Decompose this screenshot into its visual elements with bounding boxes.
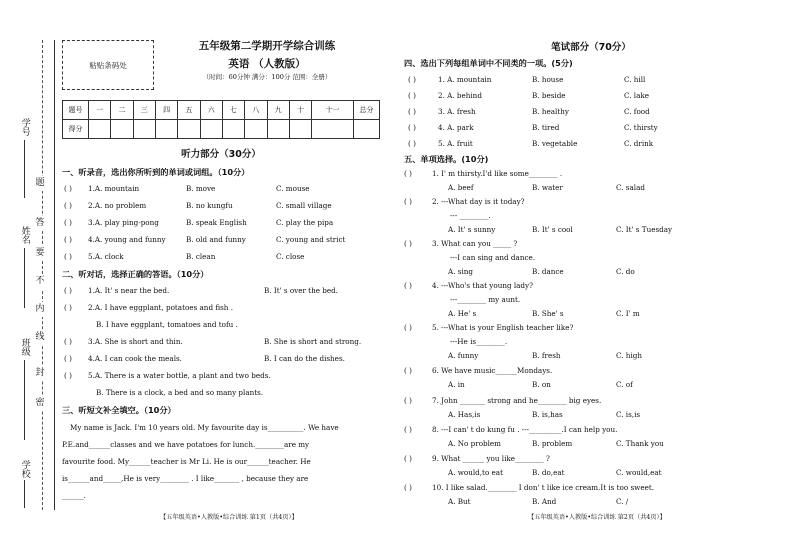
- score-cell: 二: [111, 101, 133, 120]
- score-input-cell[interactable]: [312, 120, 354, 139]
- writing-heading: 笔试部分（70分）: [551, 42, 631, 53]
- s5-q7-paren[interactable]: ( ): [404, 396, 412, 405]
- s1-q4-b: B. old and funny: [186, 235, 246, 244]
- s5-q7-c: C. is,is: [616, 410, 641, 419]
- s5-q10-stem: 10. I like salad.________ I don' t like ice cream.It is too sweet.: [432, 483, 655, 492]
- score-cell: 一: [89, 101, 111, 120]
- s5-q3-response: ---I can sing and dance.: [450, 253, 536, 262]
- s5-q10-b: B. And: [532, 497, 557, 506]
- s5-q8-a: A. No problem: [448, 439, 501, 448]
- score-input-cell[interactable]: [267, 120, 289, 139]
- s2-q3-paren[interactable]: ( ): [64, 337, 72, 346]
- s5-q10-a: A. But: [448, 497, 471, 506]
- s5-q1-b: B. water: [532, 183, 563, 192]
- s5-q1-paren[interactable]: ( ): [404, 169, 412, 178]
- s4-q1-paren[interactable]: ( ): [408, 75, 416, 84]
- s1-q4-paren[interactable]: ( ): [64, 235, 72, 244]
- s1-q3-b: B. speak English: [186, 218, 247, 227]
- s1-q2-a: 2.A. no problem: [88, 201, 147, 210]
- s5-q3-c: C. do: [616, 267, 635, 276]
- s5-q2-b: B. It' s cool: [532, 225, 573, 234]
- s2-q5-paren[interactable]: ( ): [64, 371, 72, 380]
- s5-q3-a: A. sing: [448, 267, 473, 276]
- s5-q5-c: C. high: [616, 351, 642, 360]
- student-number-line: [24, 140, 25, 198]
- score-cell: 八: [245, 101, 267, 120]
- passage-line: P.E.and______classes and we have potatoes for lunch.________are my: [62, 440, 310, 449]
- barcode-label: 粘贴条码处: [89, 60, 127, 70]
- s5-q2-c: C. It' s Tuesday: [616, 225, 673, 234]
- score-cell: 七: [222, 101, 244, 120]
- exam-subject: 英语 （人教版）: [228, 57, 306, 70]
- seal-char: 线: [33, 330, 47, 345]
- section-5-title: 五、单项选择。(10分): [404, 154, 489, 164]
- s5-q7-b: B. is,has: [532, 410, 563, 419]
- score-row-label: 得分: [63, 120, 89, 139]
- s4-q2-b: B. beside: [532, 91, 566, 100]
- score-cell: 四: [155, 101, 177, 120]
- s1-q2-paren[interactable]: ( ): [64, 201, 72, 210]
- seal-char: 密: [33, 396, 47, 411]
- s5-q2-paren[interactable]: ( ): [404, 197, 412, 206]
- s1-q5-b: B. clean: [186, 252, 216, 261]
- s4-q5-b: B. vegetable: [532, 139, 578, 148]
- s4-q5-paren[interactable]: ( ): [408, 139, 416, 148]
- passage-line: My name is Jack. I'm 10 years old. My favourite day is__________. We have: [70, 423, 339, 432]
- s2-q1-a: 1.A. It' s near the bed.: [88, 286, 170, 295]
- passage-line: is______and_____,He is very________ . I like_______ , because they are: [62, 474, 309, 483]
- s4-q1-a: 1. A. mountain: [438, 75, 492, 84]
- score-cell: 题号: [63, 101, 89, 120]
- student-name-label: 姓名: [19, 226, 30, 244]
- seal-solid-line: [54, 40, 55, 510]
- s5-q4-b: B. She' s: [532, 309, 564, 318]
- footer-right: 【五年级英语•人教版•综合训练 第2页（共4页）】: [528, 514, 666, 521]
- s2-q4-a: 4.A. I can cook the meals.: [88, 354, 182, 363]
- score-table-header-row: [63, 101, 380, 120]
- s2-q3-a: 3.A. She is short and thin.: [88, 337, 183, 346]
- s5-q3-paren[interactable]: ( ): [404, 239, 412, 248]
- student-name-line: [24, 248, 25, 308]
- score-input-cell[interactable]: [200, 120, 222, 139]
- s1-q3-a: 3.A. play ping-pong: [88, 218, 159, 227]
- s4-q3-c: C. food: [624, 107, 650, 116]
- s4-q2-c: C. lake: [624, 91, 650, 100]
- score-input-cell[interactable]: [354, 120, 380, 139]
- section-3-title: 三、听短文补全填空。（10分）: [62, 405, 176, 415]
- exam-title: 五年级第二学期开学综合训练: [198, 40, 336, 52]
- s5-q9-stem: 9. What ______ you like________ ?: [432, 454, 550, 463]
- score-cell: 总分: [354, 101, 380, 120]
- s4-q2-a: 2. A. behind: [438, 91, 482, 100]
- s1-q4-c: C. young and strict: [276, 235, 346, 244]
- s2-q5-b: B. There is a clock, a bed and so many plants.: [96, 388, 264, 397]
- school-label: 学校: [19, 460, 30, 478]
- s4-q5-c: C. drink: [624, 139, 654, 148]
- seal-char: 内: [33, 302, 47, 317]
- s4-q4-paren[interactable]: ( ): [408, 123, 416, 132]
- s5-q4-stem: 4. ---Who's that young lady?: [432, 281, 533, 290]
- s5-q6-c: C. of: [616, 380, 633, 389]
- s5-q10-c: C. /: [616, 497, 629, 506]
- s5-q8-paren[interactable]: ( ): [404, 425, 412, 434]
- s5-q9-b: B. do,eat: [532, 468, 565, 477]
- score-input-cell[interactable]: [89, 120, 111, 139]
- s5-q4-c: C. I' m: [616, 309, 640, 318]
- s4-q3-paren[interactable]: ( ): [408, 107, 416, 116]
- s2-q1-paren[interactable]: ( ): [64, 286, 72, 295]
- s4-q3-b: B. healthy: [532, 107, 569, 116]
- class-line: [24, 360, 25, 440]
- s1-q1-a: 1.A. mountain: [88, 184, 140, 193]
- score-cell: 十: [289, 101, 311, 120]
- seal-char: 封: [33, 366, 47, 381]
- s1-q1-paren[interactable]: ( ): [64, 184, 72, 193]
- score-cell: 九: [267, 101, 289, 120]
- s1-q5-a: 5.A. clock: [88, 252, 124, 261]
- score-input-cell[interactable]: [111, 120, 133, 139]
- s5-q2-stem: 2. ---What day is it today?: [432, 197, 525, 206]
- s5-q8-c: C. Thank you: [616, 439, 664, 448]
- s5-q5-stem: 5. ---What is your English teacher like?: [432, 323, 574, 332]
- s1-q5-paren[interactable]: ( ): [64, 252, 72, 261]
- s5-q1-a: A. beef: [448, 183, 474, 192]
- score-input-cell[interactable]: [155, 120, 177, 139]
- s4-q4-b: B. tired: [532, 123, 560, 132]
- student-number-label: 学号: [19, 118, 30, 136]
- s5-q9-a: A. would,to eat: [448, 468, 503, 477]
- barcode-box: [62, 40, 154, 90]
- score-input-cell[interactable]: [245, 120, 267, 139]
- s2-q4-paren[interactable]: ( ): [64, 354, 72, 363]
- s5-q8-b: B. problem: [532, 439, 573, 448]
- score-input-cell[interactable]: [178, 120, 200, 139]
- score-input-cell[interactable]: [222, 120, 244, 139]
- footer-left: 【五年级英语•人教版•综合训练 第1页（共4页）】: [160, 514, 298, 521]
- section-1-title: 一、听录音，选出你所听到的单词或词组。（10分）: [62, 167, 250, 177]
- score-cell: 五: [178, 101, 200, 120]
- seal-char: 不: [33, 274, 47, 289]
- s1-q2-b: B. no kungfu: [186, 201, 233, 210]
- s5-q7-a: A. Has,is: [448, 410, 481, 419]
- s5-q6-stem: 6. We have music______Mondays.: [432, 366, 553, 375]
- s2-q3-b: B. She is short and strong.: [264, 337, 362, 346]
- s2-q2-paren[interactable]: ( ): [64, 303, 72, 312]
- s4-q4-a: 4. A. park: [438, 123, 474, 132]
- s4-q1-b: B. house: [532, 75, 564, 84]
- s5-q5-a: A. funny: [448, 351, 479, 360]
- seal-char: 要: [33, 246, 47, 261]
- s5-q6-a: A. in: [448, 380, 465, 389]
- s5-q2-response: --- ________.: [450, 211, 491, 220]
- score-table-score-row: [63, 120, 380, 139]
- s4-q2-paren[interactable]: ( ): [408, 91, 416, 100]
- s1-q1-b: B. move: [186, 184, 216, 193]
- s1-q2-c: C. small village: [276, 201, 332, 210]
- exam-info: （时间：60分钟 满分：100分 范围：全册）: [202, 73, 332, 82]
- school-line: [24, 480, 25, 508]
- section-2-title: 二、听对话，选择正确的答语。（10分）: [62, 269, 209, 279]
- s1-q3-c: C. play the pipa: [276, 218, 334, 227]
- s5-q5-response: ---He is________.: [450, 337, 508, 346]
- score-cell: 十一: [312, 101, 354, 120]
- score-table: [62, 100, 380, 139]
- score-cell: 六: [200, 101, 222, 120]
- s5-q6-b: B. on: [532, 380, 551, 389]
- title-block: [162, 40, 372, 82]
- s5-q1-c: C. salad: [616, 183, 645, 192]
- seal-char: 题: [33, 176, 47, 191]
- score-input-cell[interactable]: [133, 120, 155, 139]
- s5-q3-stem: 3. What can you _____ ?: [432, 239, 518, 248]
- listening-heading: 听力部分（30分）: [181, 149, 261, 160]
- s5-q9-paren[interactable]: ( ): [404, 454, 412, 463]
- s2-q2-a: 2.A. I have eggplant, potatoes and fish .: [88, 303, 234, 312]
- s1-q4-a: 4.A. young and funny: [88, 235, 166, 244]
- s5-q5-b: B. fresh: [532, 351, 561, 360]
- passage-line: favourite food. My______teacher is Mr Li. He is our______teacher. He: [62, 457, 311, 466]
- s4-q3-a: 3. A. fresh: [438, 107, 476, 116]
- s5-q9-c: C. would,eat: [616, 468, 662, 477]
- s4-q1-c: C. hill: [624, 75, 646, 84]
- passage-line: ______.: [62, 491, 86, 500]
- s4-q5-a: 5. A. fruit: [438, 139, 473, 148]
- s4-q4-c: C. thirsty: [624, 123, 658, 132]
- s5-q5-paren[interactable]: ( ): [404, 323, 412, 332]
- s5-q7-stem: 7. John _______ strong and he________ big eyes.: [432, 396, 602, 405]
- s2-q4-b: B. I can do the dishes.: [264, 354, 345, 363]
- s2-q2-b: B. I have eggplant, tomatoes and tofu .: [96, 320, 238, 329]
- s2-q5-a: 5.A. There is a water bottle, a plant and two beds.: [88, 371, 271, 380]
- score-input-cell[interactable]: [289, 120, 311, 139]
- s5-q4-response: ---________ my aunt.: [450, 295, 521, 304]
- s1-q3-paren[interactable]: ( ): [64, 218, 72, 227]
- s1-q5-c: C. close: [276, 252, 305, 261]
- s5-q4-paren[interactable]: ( ): [404, 281, 412, 290]
- s5-q1-stem: 1. I' m thirsty.I'd like some________ .: [432, 169, 563, 178]
- score-cell: 三: [133, 101, 155, 120]
- s2-q1-b: B. It' s over the bed.: [264, 286, 338, 295]
- s5-q6-paren[interactable]: ( ): [404, 366, 412, 375]
- s1-q1-c: C. mouse: [276, 184, 310, 193]
- class-label: 班级: [19, 338, 30, 356]
- s5-q10-paren[interactable]: ( ): [404, 483, 412, 492]
- s5-q3-b: B. dance: [532, 267, 564, 276]
- section-4-title: 四、选出下列每组单词中不同类的一项。(5分): [404, 58, 573, 68]
- seal-char: 答: [33, 216, 47, 231]
- s5-q4-a: A. He' s: [448, 309, 477, 318]
- s5-q2-a: A. It' s sunny: [448, 225, 496, 234]
- s5-q8-stem: 8. ---I can' t do kung fu . ---_________.I can help you.: [432, 425, 618, 434]
